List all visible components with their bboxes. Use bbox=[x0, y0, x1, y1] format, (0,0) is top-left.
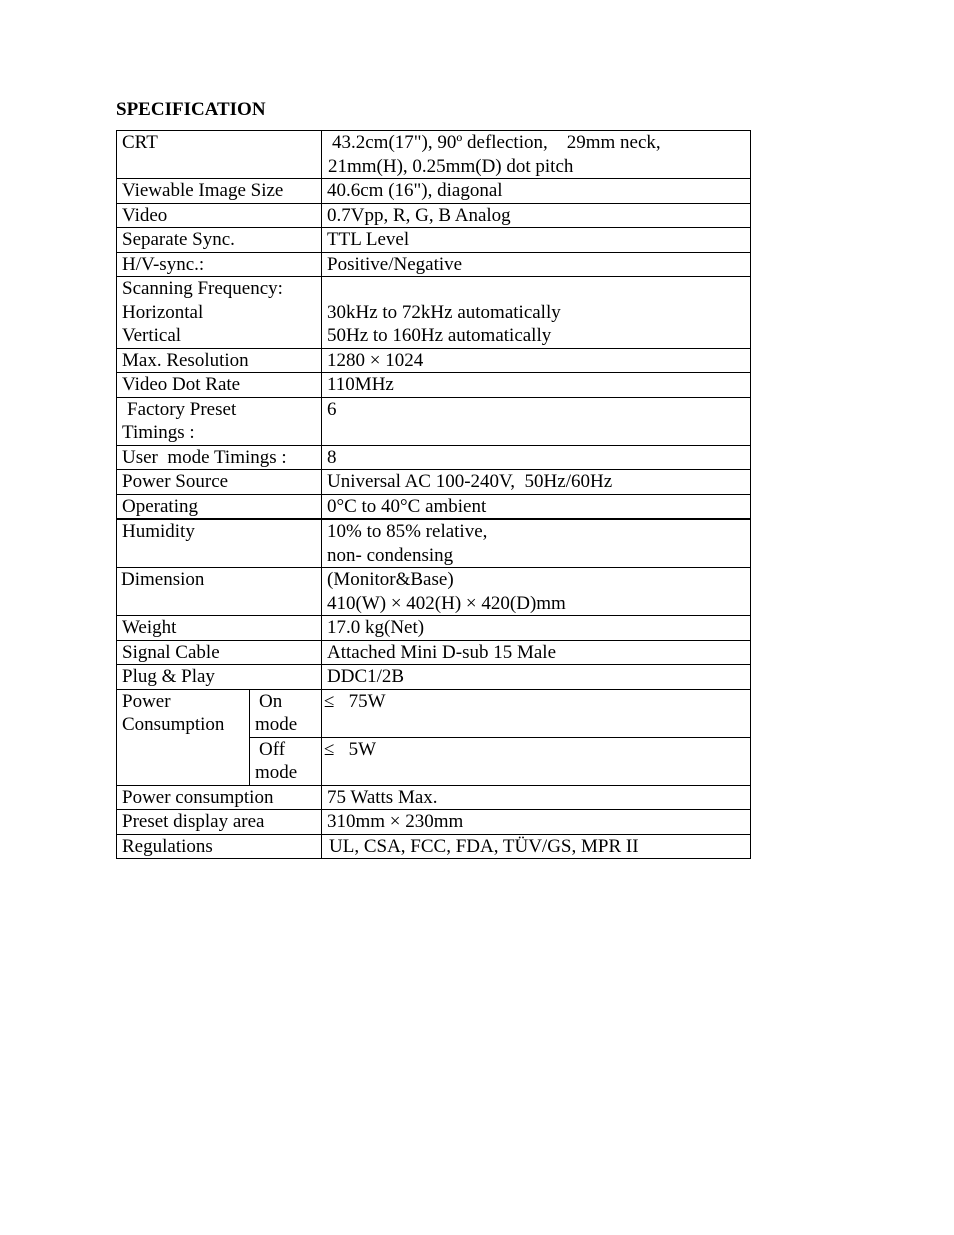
label-line: mode bbox=[255, 762, 298, 783]
table-row bbox=[117, 445, 751, 470]
table-row bbox=[117, 179, 751, 204]
sub-label-on-mode bbox=[250, 689, 322, 737]
row-label: Power consumption bbox=[117, 785, 322, 810]
row-value: 110MHz bbox=[322, 373, 751, 398]
label-line: Vertical bbox=[122, 325, 182, 346]
row-value: 17.0 kg(Net) bbox=[322, 616, 751, 641]
table-row bbox=[117, 810, 751, 835]
table-row bbox=[117, 470, 751, 495]
table-row bbox=[117, 228, 751, 253]
value-line: 50Hz to 160Hz automatically bbox=[327, 325, 552, 346]
row-value bbox=[322, 737, 751, 785]
row-value: 8 bbox=[322, 445, 751, 470]
row-value: UL, CSA, FCC, FDA, TÜV/GS, MPR II bbox=[322, 834, 751, 859]
value-line: ≤ 5W bbox=[324, 738, 377, 760]
row-value: 75 Watts Max. bbox=[322, 785, 751, 810]
row-value: 1280 × 1024 bbox=[322, 348, 751, 373]
row-value: 310mm × 230mm bbox=[322, 810, 751, 835]
label-line: Horizontal bbox=[122, 301, 204, 323]
table-row bbox=[117, 131, 751, 179]
specification-table bbox=[116, 130, 751, 859]
label-line: Off bbox=[259, 738, 286, 760]
row-label: CRT bbox=[117, 131, 322, 179]
table-row bbox=[117, 785, 751, 810]
row-value: TTL Level bbox=[322, 228, 751, 253]
row-value: Positive/Negative bbox=[322, 252, 751, 277]
row-label bbox=[117, 277, 322, 349]
row-label: Preset display area bbox=[117, 810, 322, 835]
table-row bbox=[117, 494, 751, 519]
row-label: Plug & Play bbox=[117, 665, 322, 690]
table-row bbox=[117, 397, 751, 445]
value-line: ≤ 75W bbox=[324, 690, 386, 712]
table-row bbox=[117, 568, 751, 616]
sub-label-off-mode bbox=[250, 737, 322, 785]
table-row bbox=[117, 834, 751, 859]
row-value: 0.7Vpp, R, G, B Analog bbox=[322, 203, 751, 228]
row-label: H/V-sync.: bbox=[117, 252, 322, 277]
row-label: Regulations bbox=[117, 834, 322, 859]
row-value bbox=[322, 131, 751, 179]
label-line: User mode Timings : bbox=[122, 446, 287, 468]
row-label: Weight bbox=[117, 616, 322, 641]
row-label: Dimension bbox=[117, 568, 322, 616]
value-line: 10% to 85% relative, bbox=[327, 521, 488, 542]
label-line: Factory Preset bbox=[127, 398, 237, 420]
row-label: Max. Resolution bbox=[117, 348, 322, 373]
value-line: Universal AC 100-240V, 50Hz/60Hz bbox=[327, 471, 613, 492]
row-value bbox=[322, 689, 751, 737]
table-row bbox=[117, 203, 751, 228]
label-line: Consumption bbox=[122, 714, 225, 735]
row-label: Humidity bbox=[117, 519, 322, 568]
row-label bbox=[117, 689, 250, 785]
table-row bbox=[117, 252, 751, 277]
row-value bbox=[322, 470, 751, 495]
row-value: 6 bbox=[322, 397, 751, 445]
row-label: Power Source bbox=[117, 470, 322, 495]
row-value: 0°C to 40°C ambient bbox=[322, 494, 751, 519]
row-label: Separate Sync. bbox=[117, 228, 322, 253]
row-label: Viewable Image Size bbox=[117, 179, 322, 204]
row-label bbox=[117, 397, 322, 445]
table-row bbox=[117, 348, 751, 373]
row-value bbox=[322, 519, 751, 568]
table-row bbox=[117, 373, 751, 398]
label-line: On bbox=[259, 690, 283, 712]
row-label: Operating bbox=[117, 494, 322, 519]
value-line: non- condensing bbox=[327, 544, 454, 566]
value-line: 21mm(H), 0.25mm(D) dot pitch bbox=[328, 155, 574, 177]
row-label: Signal Cable bbox=[117, 640, 322, 665]
row-value: Attached Mini D-sub 15 Male bbox=[322, 640, 751, 665]
row-label bbox=[117, 445, 322, 470]
table-row bbox=[117, 640, 751, 665]
table-row bbox=[117, 665, 751, 690]
value-line: 30kHz to 72kHz automatically bbox=[327, 301, 561, 323]
row-label: Video Dot Rate bbox=[117, 373, 322, 398]
row-value: DDC1/2B bbox=[322, 665, 751, 690]
row-label: Video bbox=[117, 203, 322, 228]
row-value bbox=[322, 568, 751, 616]
table-row bbox=[117, 519, 751, 568]
value-line: 43.2cm(17"), 90º deflection, 29mm neck, bbox=[332, 132, 661, 153]
page-title: SPECIFICATION bbox=[116, 99, 266, 120]
row-value bbox=[322, 277, 751, 349]
label-line: mode bbox=[255, 714, 298, 735]
label-line: Scanning Frequency: bbox=[122, 278, 283, 299]
value-line: (Monitor&Base) bbox=[327, 569, 454, 590]
row-value: 40.6cm (16"), diagonal bbox=[322, 179, 751, 204]
table-row bbox=[117, 689, 751, 737]
table-row bbox=[117, 277, 751, 349]
table-row bbox=[117, 616, 751, 641]
value-line: 410(W) × 402(H) × 420(D)mm bbox=[327, 592, 566, 614]
label-line: Timings : bbox=[122, 422, 195, 443]
label-line: Power bbox=[122, 690, 171, 712]
